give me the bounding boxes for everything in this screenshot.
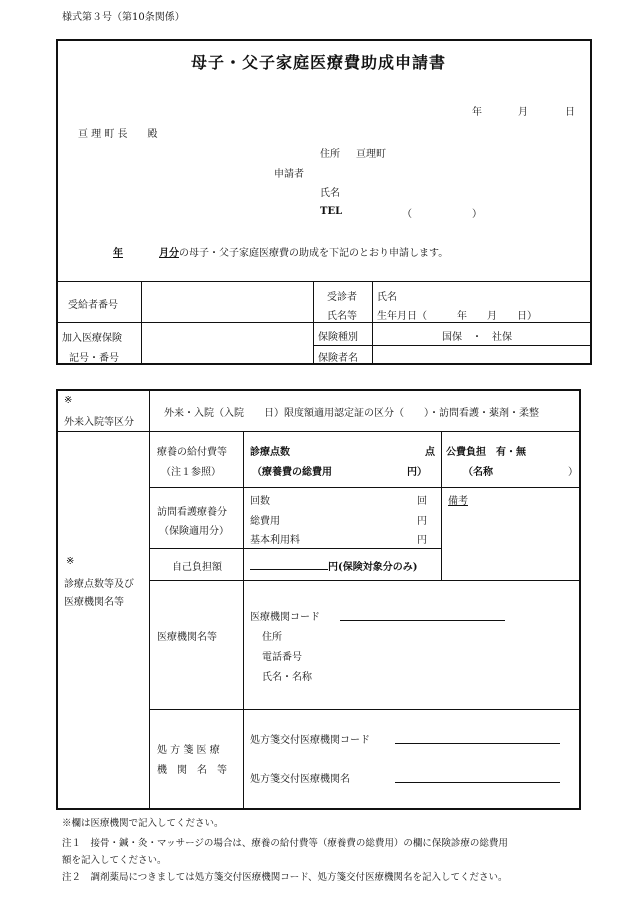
visit-total-label: 総費用 [250, 516, 280, 527]
applicant-label: 申請者 [274, 169, 304, 180]
total-cost-unit: 円） [407, 467, 427, 478]
visit-total-unit: 円 [417, 516, 427, 527]
institution-phone-label: 電話番号 [262, 652, 302, 663]
points-label: 診療点数 [250, 447, 290, 458]
visit-label-1: 訪問看護療養分 [157, 507, 227, 518]
visit-label-2: （保険適用分） [159, 526, 229, 537]
insurance-label-2: 記号・番号 [69, 353, 119, 364]
birth-date-label: 生年月日（ 年 月 日） [377, 311, 537, 322]
date-year: 年 [472, 107, 482, 118]
remarks-label: 備考 [448, 496, 468, 507]
address-value: 亘理町 [356, 149, 386, 160]
patient-label-1: 受診者 [327, 292, 357, 303]
public-burden-label: 公費負担 有・無 [446, 447, 526, 458]
category-label: 外来入院等区分 [64, 417, 134, 428]
benefit-label-2: （注１参照） [161, 467, 221, 478]
patient-label-2: 氏名等 [327, 311, 357, 322]
institution-label: 医療機関名等 [157, 632, 217, 643]
institution-code-label: 医療機関コード [250, 612, 320, 623]
patient-name-label: 氏名 [377, 292, 397, 303]
insurance-label-1: 加入医療保険 [62, 333, 122, 344]
visits-label: 回数 [250, 496, 270, 507]
note-1a: 注１ 接骨・鍼・灸・マッサージの場合は、療養の給付費等（療養費の総費用）の欄に保険診療の総費用 [62, 838, 508, 849]
tel-parens: （ ） [402, 209, 482, 220]
recipient-number-label: 受給者番号 [68, 300, 118, 311]
note-star: ※欄は医療機関で記入してください。 [62, 818, 224, 829]
insured-name-label: 保険者名 [318, 353, 358, 364]
section-label-2: 医療機関名等 [64, 597, 124, 608]
tel-label: TEL [320, 206, 343, 217]
visits-unit: 回 [417, 496, 427, 507]
prescription-name-label: 処方箋交付医療機関名 [250, 774, 350, 785]
note-1b: 額を記入してください。 [62, 855, 167, 866]
addressee: 亘 理 町 長 殿 [78, 129, 158, 140]
section-mark: ※ [66, 556, 75, 567]
total-cost-label: （療養費の総費用 [252, 467, 332, 478]
address-label: 住所 [320, 149, 340, 160]
basic-fee-label: 基本利用料 [250, 535, 300, 546]
benefit-label-1: 療養の給付費等 [157, 447, 227, 458]
public-name-label: （名称 [463, 467, 493, 478]
public-name-close: ） [568, 467, 578, 478]
category-mark: ※ [64, 395, 73, 406]
category-value: 外来・入院（入院 日）限度額適用認定証の区分（ ）・訪問看護・薬剤・柔整 [164, 408, 539, 419]
name-label: 氏名 [320, 188, 340, 199]
date-month: 月 [518, 107, 528, 118]
institution-name-label: 氏名・名称 [262, 672, 312, 683]
copay-label: 自己負担額 [172, 562, 222, 573]
copay-value: 円(保険対象分のみ) [328, 562, 418, 573]
insurance-type-label: 保険種別 [318, 332, 358, 343]
insurance-type-value: 国保 ・ 社保 [442, 332, 512, 343]
points-unit: 点 [425, 447, 435, 458]
prescription-code-label: 処方箋交付医療機関コード [250, 735, 370, 746]
prescription-label-2: 機 関 名 等 [157, 765, 227, 776]
form-title: 母子・父子家庭医療費助成申請書 [191, 53, 447, 72]
request-year: 年 [113, 248, 123, 259]
prescription-label-1: 処 方 箋 医 療 [157, 745, 220, 756]
form-number: 様式第３号（第10条関係） [62, 12, 185, 23]
note-2: 注２ 調剤薬局につきましては処方箋交付医療機関コード、処方箋交付医療機関名を記入してください。 [62, 872, 508, 883]
basic-fee-unit: 円 [417, 535, 427, 546]
date-day: 日 [565, 107, 575, 118]
institution-address-label: 住所 [262, 632, 282, 643]
request-month: 月分 [159, 248, 179, 259]
request-text: の母子・父子家庭医療費の助成を下記のとおり申請します。 [179, 248, 449, 259]
section-label-1: 診療点数等及び [64, 579, 134, 590]
